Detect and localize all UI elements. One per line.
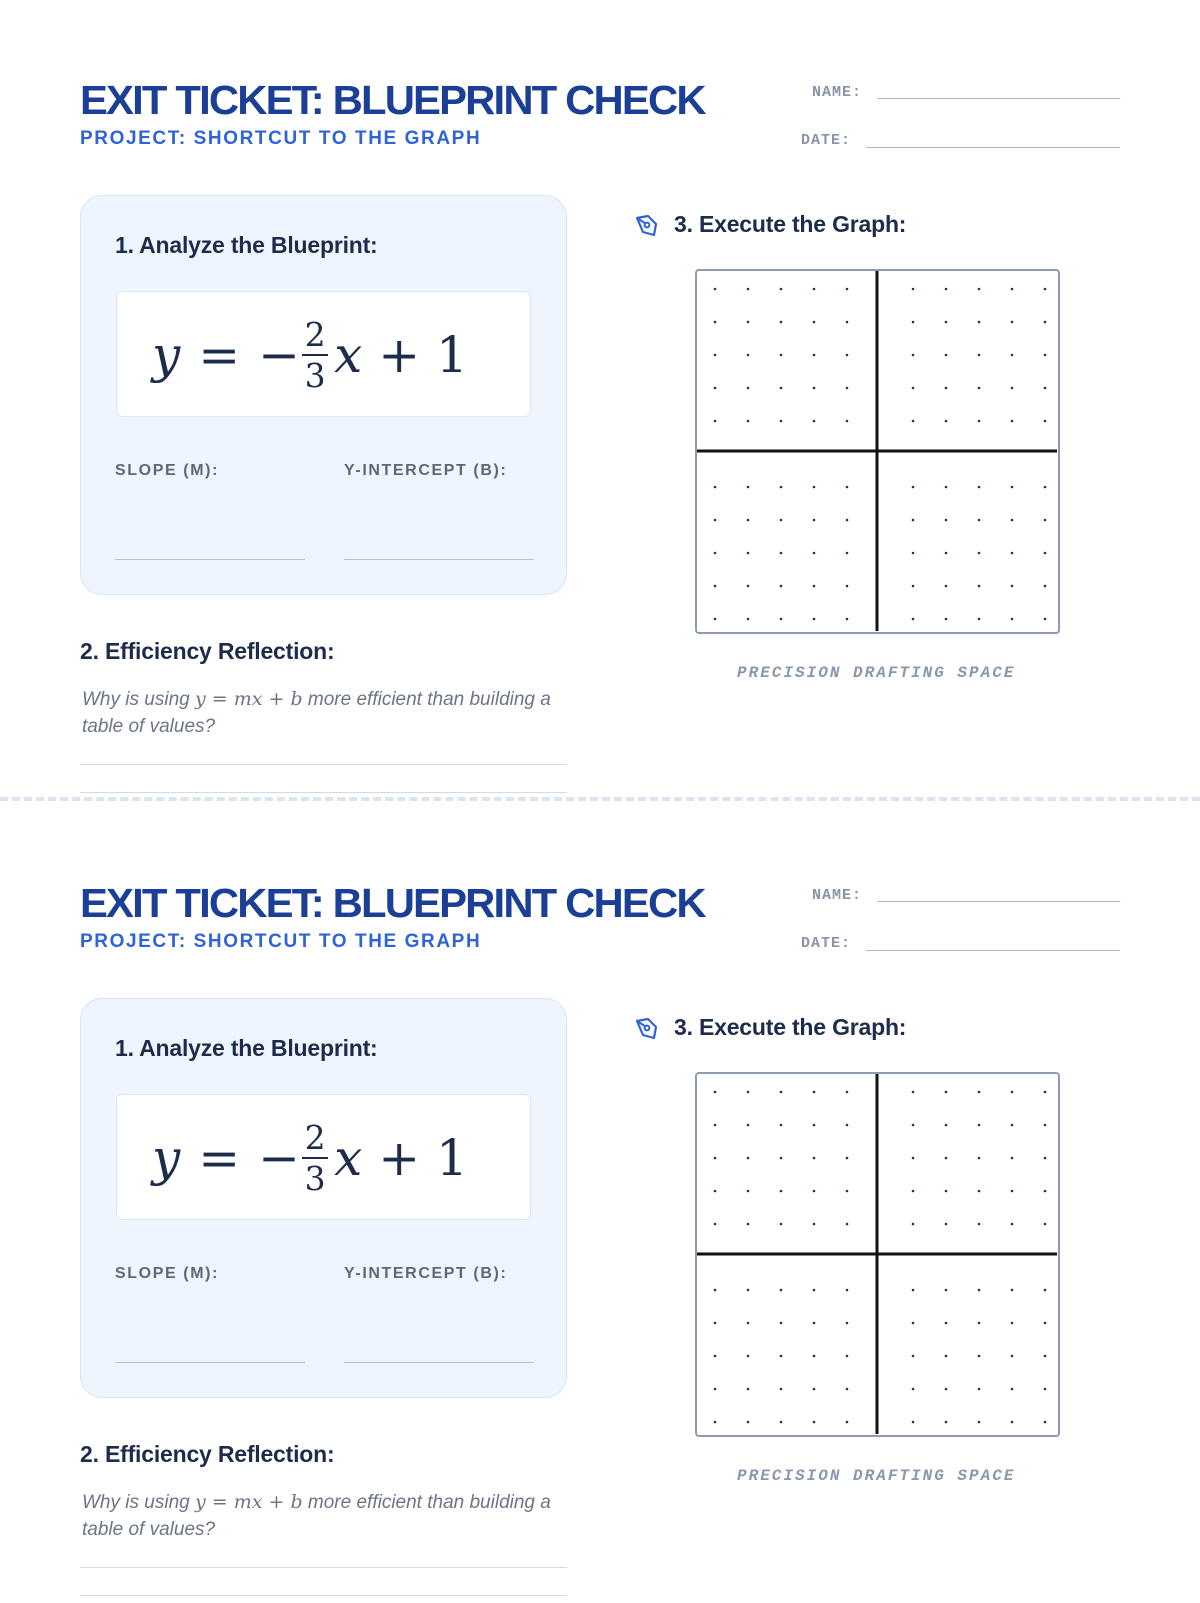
grid-dot (912, 354, 915, 357)
grid-dot (846, 354, 849, 357)
grid-dot (912, 1289, 915, 1292)
grid-dot (945, 1355, 948, 1358)
name-field[interactable] (877, 98, 1120, 99)
grid-dot (747, 354, 750, 357)
grid-dot (945, 519, 948, 522)
grid-dot (1044, 288, 1047, 291)
grid-dot (978, 519, 981, 522)
grid-dot (846, 1355, 849, 1358)
grid-dot (747, 1157, 750, 1160)
name-label: NAME: (812, 887, 863, 904)
grid-dot (1011, 1190, 1014, 1193)
grid-dot (813, 1124, 816, 1127)
grid-dot (1011, 1289, 1014, 1292)
grid-dot (747, 486, 750, 489)
grid-dot (945, 288, 948, 291)
slope-label: SLOPE (M): (115, 1265, 219, 1282)
grid-dot (1044, 1289, 1047, 1292)
grid-dot (813, 1157, 816, 1160)
grid-dot (945, 1322, 948, 1325)
grid-dot (846, 486, 849, 489)
grid-dot (747, 552, 750, 555)
grid-dot (846, 585, 849, 588)
grid-dot (747, 1322, 750, 1325)
fraction-denominator: 3 (304, 356, 326, 395)
grid-dot (813, 1388, 816, 1391)
grid-dot (1011, 1388, 1014, 1391)
equation (152, 1113, 468, 1203)
reflection-post: more efficient than building a table of values? (82, 689, 551, 737)
grid-dot (945, 1124, 948, 1127)
reflection-post: more efficient than building a table of values? (82, 1492, 551, 1540)
grid-dot (912, 1355, 915, 1358)
grid-dot (945, 585, 948, 588)
grid-dot (978, 486, 981, 489)
grid-dot (813, 354, 816, 357)
blueprint-card (80, 195, 567, 595)
grid-dot (780, 1289, 783, 1292)
grid-dot (780, 1421, 783, 1424)
slope-label: SLOPE (M): (115, 462, 219, 479)
grid-dot (747, 387, 750, 390)
grid-dot (780, 1388, 783, 1391)
grid-dot (945, 1190, 948, 1193)
grid-dot (846, 1322, 849, 1325)
graph-caption: PRECISION DRAFTING SPACE (737, 1467, 1016, 1485)
equation-plus: + (378, 326, 421, 384)
grid-dot (747, 1355, 750, 1358)
equation-lhs: y (152, 326, 181, 384)
grid-dot (714, 354, 717, 357)
grid-dot (1044, 387, 1047, 390)
grid-dot (912, 486, 915, 489)
grid-dot (747, 1289, 750, 1292)
grid-dot (846, 387, 849, 390)
grid-dot (714, 387, 717, 390)
grid-dot (813, 1289, 816, 1292)
grid-dot (714, 519, 717, 522)
grid-dot (978, 354, 981, 357)
grid-dot (1011, 1322, 1014, 1325)
pen-nib-icon (634, 1016, 660, 1042)
grid-dot (780, 1124, 783, 1127)
grid-dot (978, 1355, 981, 1358)
grid-dot (1011, 1157, 1014, 1160)
ticket-subtitle: PROJECT: SHORTCUT TO THE GRAPH (80, 128, 482, 149)
grid-dot (813, 1190, 816, 1193)
grid-dot (912, 585, 915, 588)
grid-dot (1044, 420, 1047, 423)
grid-dot (1044, 1190, 1047, 1193)
equation-box (116, 1094, 531, 1220)
grid-dot (978, 1190, 981, 1193)
grid-dot (846, 321, 849, 324)
coordinate-grid[interactable] (695, 1072, 1060, 1437)
equation-plus: + (378, 1129, 421, 1187)
grid-dot (945, 1223, 948, 1226)
grid-dot (1044, 618, 1047, 621)
grid-dot (846, 288, 849, 291)
grid-dot (846, 1223, 849, 1226)
grid-dot (978, 288, 981, 291)
grid-dot (780, 420, 783, 423)
grid-dot (912, 1091, 915, 1094)
reflection-question (82, 1489, 552, 1543)
grid-dot (747, 1190, 750, 1193)
grid-dot (714, 552, 717, 555)
reflection-question (82, 686, 552, 740)
grid-dot (1011, 1355, 1014, 1358)
graph-caption: PRECISION DRAFTING SPACE (737, 664, 1016, 682)
grid-dot (780, 585, 783, 588)
grid-dot (945, 321, 948, 324)
grid-dot (714, 1190, 717, 1193)
equation-equals: = (198, 326, 241, 384)
grid-dot (714, 1355, 717, 1358)
grid-dot (1011, 1091, 1014, 1094)
intercept-answer-line[interactable] (344, 559, 534, 560)
grid-dot (945, 1091, 948, 1094)
grid-dot (978, 1421, 981, 1424)
grid-dot (780, 288, 783, 291)
equation-sign: − (258, 1129, 301, 1187)
grid-dot (714, 486, 717, 489)
reflection-heading: 2. Efficiency Reflection: (80, 1441, 335, 1467)
ticket-subtitle: PROJECT: SHORTCUT TO THE GRAPH (80, 931, 482, 952)
equation-variable: x (334, 326, 363, 384)
grid-dot (1011, 321, 1014, 324)
grid-dot (780, 1190, 783, 1193)
grid-dot (813, 1091, 816, 1094)
grid-dot (1011, 486, 1014, 489)
grid-dot (1044, 585, 1047, 588)
grid-dot (714, 1223, 717, 1226)
grid-dot (780, 321, 783, 324)
grid-dot (1011, 618, 1014, 621)
grid-dot (1044, 1355, 1047, 1358)
date-field[interactable] (866, 950, 1120, 951)
grid-dot (1044, 321, 1047, 324)
grid-dot (780, 354, 783, 357)
grid-dot (780, 552, 783, 555)
grid-dot (813, 1355, 816, 1358)
reflection-pre: Why is using (82, 689, 195, 710)
grid-dot (714, 288, 717, 291)
grid-dot (780, 1322, 783, 1325)
grid-dot (912, 552, 915, 555)
grid-dot (912, 519, 915, 522)
grid-dot (846, 519, 849, 522)
exit-ticket-2 (0, 803, 1200, 1603)
grid-dot (747, 1388, 750, 1391)
grid-dot (912, 1322, 915, 1325)
grid-dot (912, 288, 915, 291)
grid-dot (945, 354, 948, 357)
reflection-answer-line[interactable] (80, 1567, 567, 1568)
grid-dot (747, 321, 750, 324)
grid-dot (846, 552, 849, 555)
grid-dot (912, 1157, 915, 1160)
grid-dot (1044, 519, 1047, 522)
grid-dot (747, 1091, 750, 1094)
coordinate-grid-drawing (697, 1074, 1057, 1434)
grid-dot (747, 585, 750, 588)
grid-dot (780, 1157, 783, 1160)
grid-dot (846, 1190, 849, 1193)
grid-dot (813, 552, 816, 555)
date-label: DATE: (801, 132, 852, 149)
grid-dot (978, 1289, 981, 1292)
name-label: NAME: (812, 84, 863, 101)
grid-dot (846, 1091, 849, 1094)
equation-fraction (302, 1118, 328, 1198)
grid-dot (747, 420, 750, 423)
grid-dot (813, 321, 816, 324)
grid-dot (813, 387, 816, 390)
grid-dot (813, 519, 816, 522)
grid-dot (747, 1124, 750, 1127)
grid-dot (1011, 1223, 1014, 1226)
grid-dot (846, 1124, 849, 1127)
equation-constant: 1 (436, 1129, 468, 1187)
grid-dot (747, 1223, 750, 1226)
grid-dot (1011, 1421, 1014, 1424)
reflection-answer-line[interactable] (80, 792, 567, 793)
blueprint-card (80, 998, 567, 1398)
grid-dot (1044, 1388, 1047, 1391)
reflection-formula: y = mx + b (194, 1491, 303, 1513)
analyze-heading: 1. Analyze the Blueprint: (115, 232, 378, 258)
grid-dot (978, 1223, 981, 1226)
grid-dot (714, 1157, 717, 1160)
equation-lhs: y (152, 1129, 181, 1187)
grid-dot (714, 1388, 717, 1391)
fraction-denominator: 3 (304, 1159, 326, 1198)
equation-box (116, 291, 531, 417)
grid-dot (978, 321, 981, 324)
grid-dot (1011, 354, 1014, 357)
pen-nib-icon (634, 213, 660, 239)
slope-answer-line[interactable] (115, 1362, 305, 1363)
grid-dot (978, 1157, 981, 1160)
grid-dot (747, 288, 750, 291)
grid-dot (846, 1388, 849, 1391)
grid-dot (945, 1157, 948, 1160)
grid-dot (813, 288, 816, 291)
grid-dot (945, 420, 948, 423)
grid-dot (714, 1091, 717, 1094)
equation-constant: 1 (436, 326, 468, 384)
grid-dot (846, 1289, 849, 1292)
grid-dot (780, 1355, 783, 1358)
grid-dot (813, 1421, 816, 1424)
ticket-title: EXIT TICKET: BLUEPRINT CHECK (80, 77, 705, 123)
grid-dot (780, 1091, 783, 1094)
analyze-heading: 1. Analyze the Blueprint: (115, 1035, 378, 1061)
equation-fraction (302, 315, 328, 395)
grid-dot (912, 1223, 915, 1226)
equation-sign: − (258, 326, 301, 384)
grid-dot (813, 618, 816, 621)
equation (152, 310, 468, 400)
grid-dot (978, 1124, 981, 1127)
grid-dot (813, 1322, 816, 1325)
grid-dot (978, 1091, 981, 1094)
grid-dot (846, 618, 849, 621)
grid-dot (714, 420, 717, 423)
grid-dot (912, 618, 915, 621)
reflection-answer-line[interactable] (80, 1595, 567, 1596)
grid-dot (813, 420, 816, 423)
grid-dot (1044, 354, 1047, 357)
grid-dot (912, 1124, 915, 1127)
coordinate-grid[interactable] (695, 269, 1060, 634)
intercept-label: Y-INTERCEPT (B): (344, 1265, 508, 1282)
grid-dot (1044, 1124, 1047, 1127)
equation-equals: = (198, 1129, 241, 1187)
grid-dot (978, 387, 981, 390)
grid-dot (912, 1388, 915, 1391)
grid-dot (978, 1388, 981, 1391)
grid-dot (813, 585, 816, 588)
reflection-formula: y = mx + b (194, 688, 303, 710)
grid-dot (1044, 1421, 1047, 1424)
fraction-numerator: 2 (304, 315, 326, 354)
grid-dot (945, 552, 948, 555)
grid-dot (714, 1322, 717, 1325)
grid-dot (945, 1289, 948, 1292)
grid-dot (747, 618, 750, 621)
grid-dot (714, 1421, 717, 1424)
grid-dot (1011, 552, 1014, 555)
grid-dot (1044, 1157, 1047, 1160)
grid-dot (747, 1421, 750, 1424)
equation-variable: x (334, 1129, 363, 1187)
grid-dot (1011, 1124, 1014, 1127)
grid-dot (1044, 1091, 1047, 1094)
slope-answer-line[interactable] (115, 559, 305, 560)
grid-dot (912, 321, 915, 324)
grid-dot (1044, 1223, 1047, 1226)
grid-dot (1011, 420, 1014, 423)
grid-dot (780, 486, 783, 489)
grid-dot (780, 519, 783, 522)
grid-dot (945, 1421, 948, 1424)
ticket-title: EXIT TICKET: BLUEPRINT CHECK (80, 880, 705, 926)
grid-dot (846, 1157, 849, 1160)
coordinate-grid-drawing (697, 271, 1057, 631)
name-field[interactable] (877, 901, 1120, 902)
grid-dot (714, 1289, 717, 1292)
reflection-pre: Why is using (82, 1492, 195, 1513)
graph-heading: 3. Execute the Graph: (674, 211, 907, 237)
grid-dot (1011, 387, 1014, 390)
intercept-answer-line[interactable] (344, 1362, 534, 1363)
grid-dot (945, 618, 948, 621)
grid-dot (912, 387, 915, 390)
grid-dot (1011, 585, 1014, 588)
grid-dot (945, 1388, 948, 1391)
grid-dot (978, 618, 981, 621)
grid-dot (780, 618, 783, 621)
reflection-heading: 2. Efficiency Reflection: (80, 638, 335, 664)
grid-dot (978, 420, 981, 423)
grid-dot (714, 321, 717, 324)
grid-dot (1044, 486, 1047, 489)
grid-dot (1044, 552, 1047, 555)
intercept-label: Y-INTERCEPT (B): (344, 462, 508, 479)
date-label: DATE: (801, 935, 852, 952)
grid-dot (945, 486, 948, 489)
graph-heading: 3. Execute the Graph: (674, 1014, 907, 1040)
exit-ticket-1 (0, 0, 1200, 800)
date-field[interactable] (866, 147, 1120, 148)
grid-dot (714, 1124, 717, 1127)
grid-dot (1011, 519, 1014, 522)
fraction-numerator: 2 (304, 1118, 326, 1157)
grid-dot (978, 552, 981, 555)
grid-dot (912, 1190, 915, 1193)
grid-dot (714, 618, 717, 621)
grid-dot (780, 387, 783, 390)
grid-dot (912, 420, 915, 423)
grid-dot (846, 420, 849, 423)
grid-dot (846, 1421, 849, 1424)
grid-dot (813, 486, 816, 489)
grid-dot (1044, 1322, 1047, 1325)
grid-dot (945, 387, 948, 390)
grid-dot (912, 1421, 915, 1424)
reflection-answer-line[interactable] (80, 764, 567, 765)
grid-dot (978, 585, 981, 588)
grid-dot (813, 1223, 816, 1226)
grid-dot (780, 1223, 783, 1226)
grid-dot (747, 519, 750, 522)
grid-dot (714, 585, 717, 588)
grid-dot (978, 1322, 981, 1325)
grid-dot (1011, 288, 1014, 291)
